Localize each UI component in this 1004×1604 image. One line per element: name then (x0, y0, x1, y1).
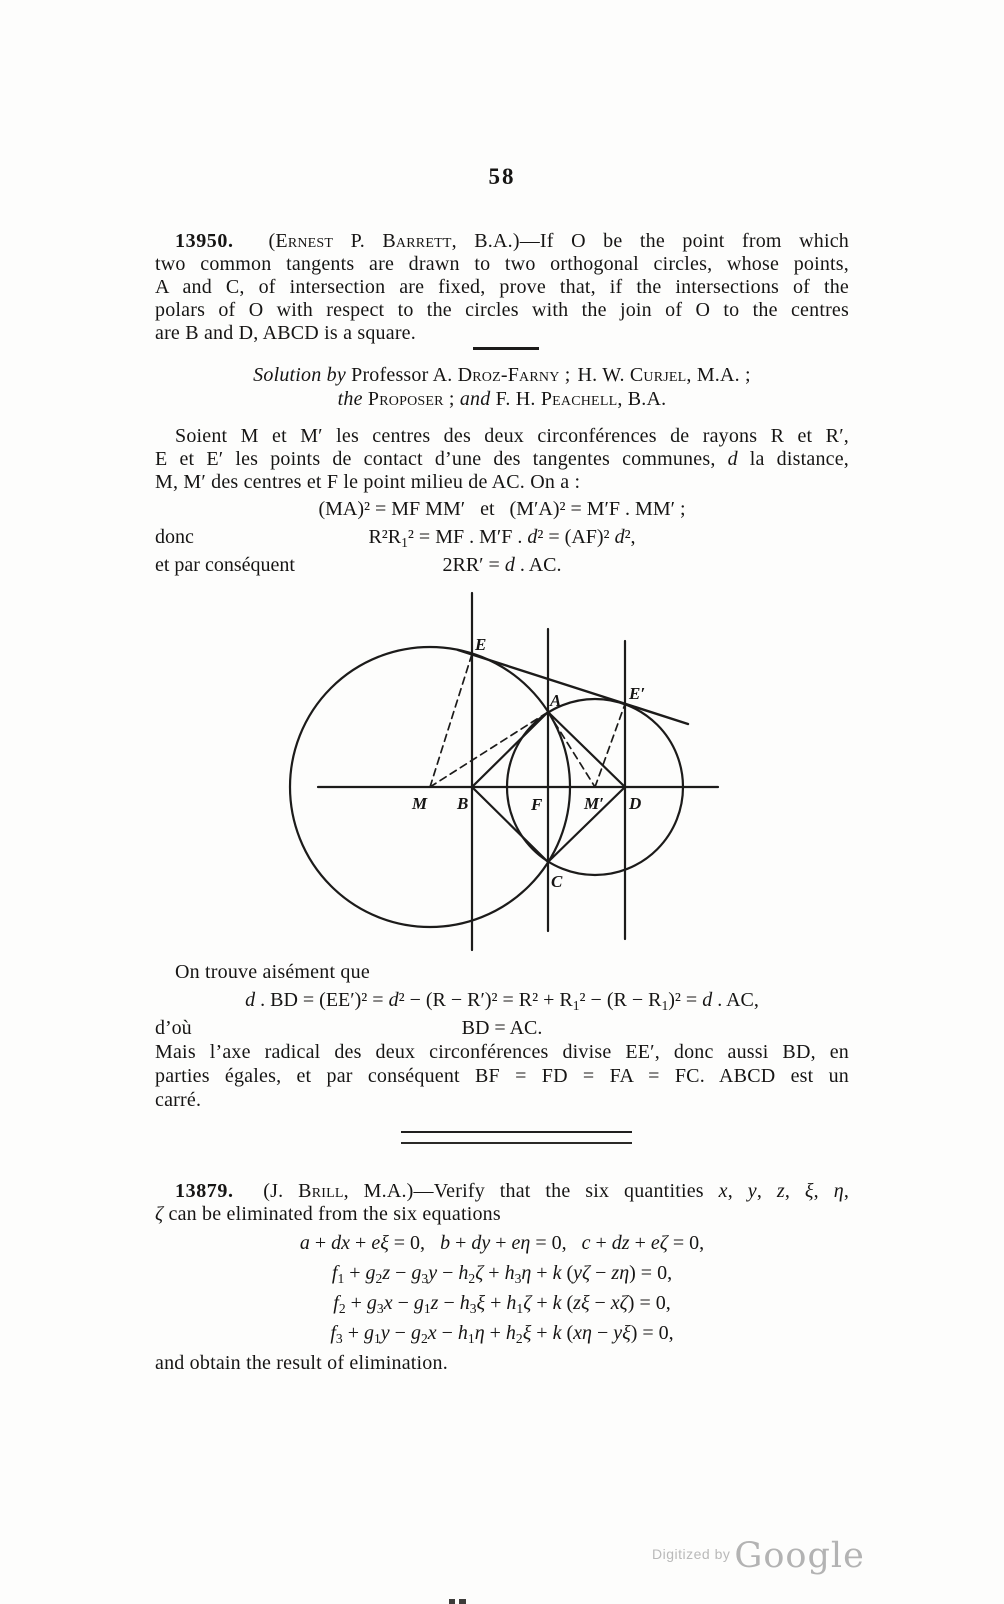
equation-2-label: donc (155, 526, 194, 548)
digitized-watermark (652, 1536, 865, 1576)
common-tangent-line (458, 650, 688, 724)
dashed-radius-Mprime-Eprime (595, 704, 625, 787)
solution-after-intro: On trouve aisément que (175, 961, 370, 983)
equation-4: d . BD = $(EE')^2 = d^2 - (R - R')^2 = R^2 + R_1^2 - (R - R_1)^2 = d$ . AC, (245, 989, 759, 1014)
problem1-line2: two common tangents are drawn to two orthogonal circles, whose points, (155, 253, 849, 275)
end-of-problem-rule (473, 347, 539, 350)
problem2-equation-3: $f_2 + g_3x - g_1z - h_3\xi + h_1\zeta + k$ (zξ − xζ) = 0, (333, 1292, 671, 1317)
equation-2-row (155, 526, 849, 549)
equation-1: (MA)² = MF MM′ et (M′A)² = M′F . MM′ ; (318, 498, 686, 520)
label-A: A (550, 691, 562, 710)
solution-para1-line2: E et E′ les points de contact d’une des tangentes communes, d la distance, (155, 448, 849, 470)
page-number: 58 (488, 164, 516, 189)
solution-heading-line1: Solution by Professor A. Droz-Farny ; H. W. Curjel, M.A. ; (253, 364, 751, 386)
equation-3: 2RR′ = d . AC. (442, 554, 562, 576)
problem1-line5: are B and D, ABCD is a square. (155, 322, 416, 344)
problem2-equation-4: $f_3 + g_1y - g_2x - h_1\eta + h_2\xi + k$ (xη − yξ) = 0, (330, 1322, 674, 1347)
equation-5: BD = AC. (461, 1017, 543, 1039)
problem1-number: 13950. (175, 230, 234, 252)
solution-para2-line2: parties égales, et par conséquent BF = FD = FA = FC. ABCD est un (155, 1065, 849, 1087)
label-E: E (475, 635, 487, 654)
problem2-final-line: and obtain the result of elimination. (155, 1352, 448, 1374)
solution-para2-line1: Mais l’axe radical des deux circonférences divise EE′, donc aussi BD, en (155, 1041, 849, 1063)
label-D: D (629, 794, 642, 813)
problem1-line4: polars of O with respect to the circles with the join of O to the centres (155, 299, 849, 321)
solution-para2-line3: carré. (155, 1089, 202, 1111)
problem2-line1-rest: —Verify that the six quantities x, y, z, ξ, η, (413, 1180, 850, 1202)
equation-5-label: d’où (155, 1017, 192, 1039)
dashed-radius-M-E (430, 654, 472, 787)
problem1-line1 (155, 230, 849, 253)
equation-5-row (155, 1017, 849, 1040)
solution-para1-line3: M, M′ des centres et F le point milieu de AC. On a : (155, 471, 581, 493)
problem2-line2: ζ can be eliminated from the six equations (155, 1203, 501, 1225)
label-B: B (457, 794, 469, 813)
scan-artifact (459, 1599, 466, 1604)
problem2-equation-1: a + dx + eξ = 0, b + dy + eη = 0, c + dz + eζ = 0, (299, 1232, 705, 1254)
google-logo: Google (734, 1536, 865, 1576)
label-E-prime: E′ (629, 684, 646, 703)
solution-heading-line2: the Proposer ; and F. H. Peachell, B.A. (337, 388, 667, 410)
geometry-diagram (270, 580, 730, 960)
equation-3-label: et par conséquent (155, 554, 295, 576)
digitized-by-text: Digitized by (652, 1546, 731, 1562)
problem1-line3: A and C, of intersection are fixed, prove that, if the intersections of the (155, 276, 849, 298)
problem2-equation-2: $f_1 + g_2z - g_3y - h_2\zeta + h_3\eta + k$ (yζ − zη) = 0, (331, 1262, 673, 1287)
label-F: F (531, 795, 543, 814)
equation-2: $R^2R_1^2$ = MF . M′F . d² = (AF)² d², (368, 526, 636, 551)
scan-artifact (449, 1599, 455, 1604)
label-C: C (551, 872, 563, 891)
problem2-number: 13879. (175, 1180, 234, 1202)
solution-para1-line1: Soient M et M′ les centres des deux circonférences de rayons R et R′, (175, 425, 849, 447)
problem2-author: (J. Brill, M.A.) (263, 1180, 414, 1202)
label-M: M (412, 794, 428, 813)
problem2-line1 (155, 1180, 849, 1203)
equation-3-row (155, 554, 849, 577)
label-M-prime: M′ (584, 794, 604, 813)
problem1-author: (Ernest P. Barrett, B.A.) (268, 230, 520, 252)
section-divider-rule (401, 1131, 632, 1144)
dashed-radius-M-A (430, 712, 548, 787)
problem1-line1-rest: —If O be the point from which (519, 230, 849, 252)
